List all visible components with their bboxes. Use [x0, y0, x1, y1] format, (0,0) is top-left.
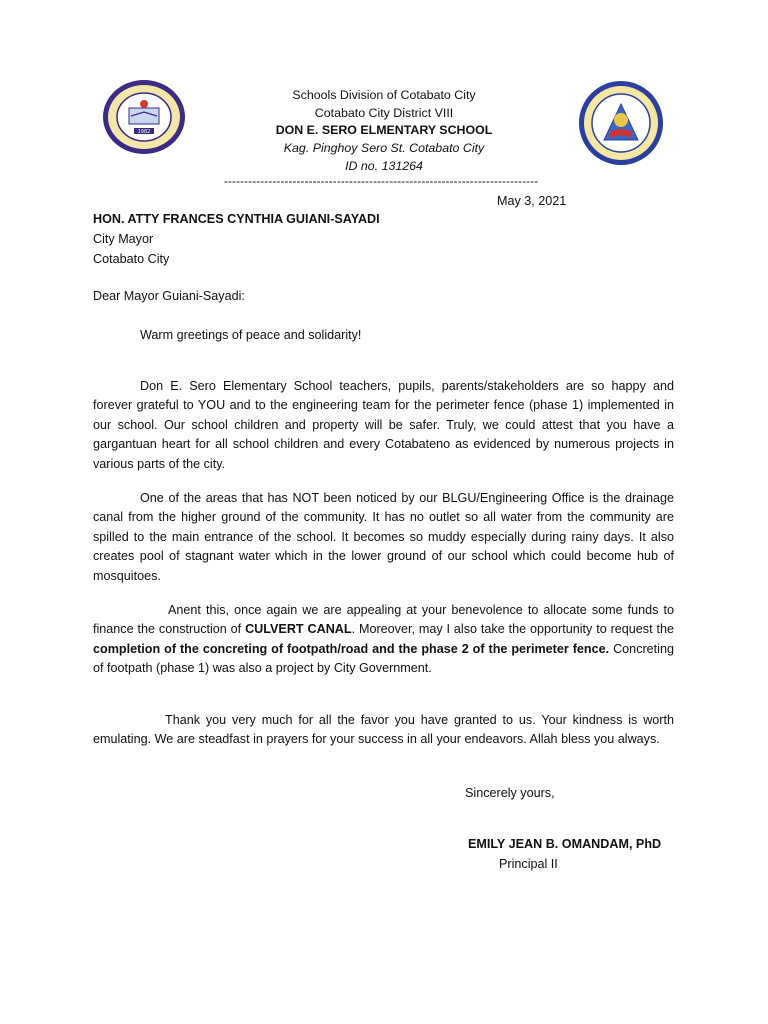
signer-name: EMILY JEAN B. OMANDAM, PhD	[468, 837, 662, 851]
paragraph-4: Thank you very much for all the favor you have granted to us. Your kindness is worth emulating. We are steadfast in prayers for your success in all your endeavors. Allah bless you always.	[93, 713, 674, 747]
paragraph-3	[93, 601, 674, 679]
p3-completion: completion of the concreting of footpath/road and the phase 2 of the perimeter fence.	[93, 641, 610, 656]
recipient-name: HON. ATTY FRANCES CYNTHIA GUIANI-SAYADI	[93, 212, 380, 226]
recipient-title: City Mayor	[93, 232, 154, 246]
deped-seal-icon	[578, 80, 664, 166]
p3-text-c: . Moreover, may I also take the opportunity to request the	[351, 622, 674, 637]
p3-text-e: Concreting of footpath (phase 1) was also a project by City Government.	[93, 641, 674, 676]
closing: Sincerely yours,	[465, 786, 555, 800]
signer-title: Principal II	[499, 857, 558, 871]
letter-date: May 3, 2021	[497, 194, 567, 208]
p3-culvert: CULVERT CANAL	[245, 622, 352, 637]
district-line: Cotabato City District VIII	[314, 105, 454, 120]
salutation: Dear Mayor Guiani-Sayadi:	[93, 289, 245, 303]
school-id: ID no. 131264	[345, 158, 423, 173]
svg-text:1982: 1982	[137, 129, 151, 135]
school-seal-icon	[101, 78, 187, 156]
school-address: Kag. Pinghoy Sero St. Cotabato City	[283, 141, 485, 156]
paragraph-2: One of the areas that has NOT been noticed by our BLGU/Engineering Office is the drainage canal from the higher ground of the community. It has no outlet so all water from the community are spilled to the main entrance of the school. It becomes so muddy especially during rainy days. It also creates pool of stagnant water which in the lower ground of our school which could become hub of mosquitoes.	[93, 491, 674, 583]
school-name: DON E. SERO ELMENTARY SCHOOL	[275, 123, 493, 138]
deped-seal-logo	[578, 80, 664, 166]
letterhead	[188, 87, 580, 176]
school-seal-logo	[101, 78, 187, 156]
division-line: Schools Division of Cotabato City	[292, 88, 476, 102]
recipient-city: Cotabato City	[93, 252, 170, 266]
p3-text-a: Anent this, once again we are appealing at your benevolence to allocate some funds to finance the construction of	[93, 603, 674, 637]
header-divider: ------------------------------------------------------------------------------	[224, 176, 539, 188]
greeting: Warm greetings of peace and solidarity!	[140, 328, 362, 342]
paragraph-1: Don E. Sero Elementary School teachers, pupils, parents/stakeholders are so happy and forever grateful to YOU and to the engineering team for the perimeter fence (phase 1) implemented in our school. Our school children and property will be safer. Truly, we could attest that you have a gargantuan heart for all school children and every Cotabateno as evidenced by numerous projects in various parts of the city.	[93, 379, 674, 471]
